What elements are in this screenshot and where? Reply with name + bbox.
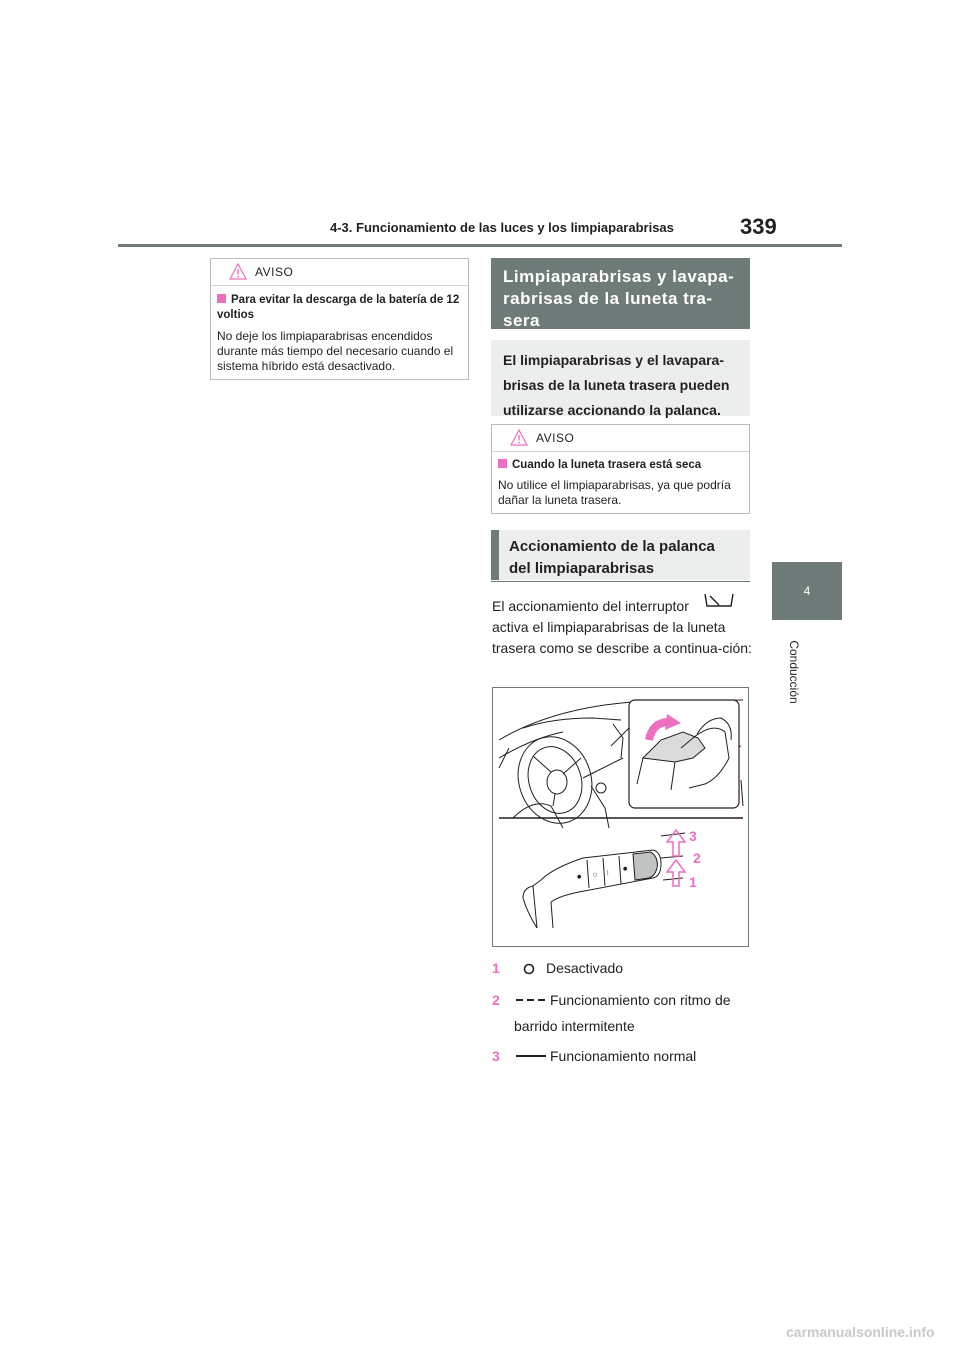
position-text: Desactivado [546,960,624,976]
svg-text:|: | [607,870,609,876]
dashed-line-icon [516,996,546,1004]
svg-text:○: ○ [593,872,598,878]
footer-watermark: carmanualsonline.info [786,1324,935,1340]
notice-divider [492,451,749,452]
position-item-1 [492,960,752,980]
position-number: 1 [492,960,500,976]
lever-body-text [492,596,752,658]
wiper-lever-illustration [493,688,748,946]
solid-line-icon [516,1052,546,1060]
position-number: 3 [492,1048,500,1064]
notice-item-title: Cuando la luneta trasera está seca [498,458,741,473]
notice-divider [211,285,468,286]
page-number: 339 [740,214,777,239]
body-line-rest: activa el limpiaparabrisas de la luneta trasera como se describe a continua-ción: [492,619,752,656]
section-rule [491,581,750,582]
svg-text:●: ● [623,866,628,872]
rear-wiper-intro: El limpiaparabrisas y el lavapara-brisas de la luneta trasera pueden utilizarse accionando la palanca. [491,340,750,416]
notice-header [211,259,468,285]
warning-icon [510,429,528,446]
position-item-3 [492,1048,752,1068]
callout-1: 1 [689,874,697,890]
chapter-name-label [772,632,816,712]
position-text: Funcionamiento normal [550,1048,697,1064]
body-line-1: El accionamiento del interruptor [492,598,689,614]
chapter-name: Conducción [787,640,801,704]
rear-wiper-icon [704,592,734,610]
warning-icon [229,263,247,280]
lever-section-heading: Accionamiento de la palanca del limpiaparabrisas [491,530,750,580]
pink-square-bullet [498,459,507,468]
notice-label: AVISO [536,431,575,445]
svg-text:●: ● [577,874,582,880]
chapter-number: 4 [803,584,811,598]
off-circle-icon [522,962,536,976]
header-section-title: 4-3. Funcionamiento de las luces y los limpiaparabrisas [330,220,674,235]
lever-figure [492,687,749,947]
position-text: Funcionamiento con ritmo de [550,992,731,1008]
notice-label: AVISO [255,265,294,279]
chapter-tab [772,562,842,620]
notice-item-text: No utilice el limpiaparabrisas, ya que podría dañar la luneta trasera. [498,478,731,507]
rear-wiper-title: Limpiaparabrisas y lavapa-rabrisas de la luneta tra-sera [491,258,750,329]
header-rule [118,244,842,247]
position-item-2 [492,992,752,1038]
notice-item-title: Para evitar la descarga de la batería de 12 voltios [217,294,460,321]
pink-square-bullet [217,294,226,303]
notice-item-text: No deje los limpiaparabrisas encendidos durante más tiempo del necesario cuando el sistema híbrido está desactivado. [217,329,454,373]
callout-3: 3 [689,828,697,844]
position-number: 2 [492,992,500,1008]
callout-2: 2 [693,850,701,866]
position-text-line-2: barrido intermitente [514,1018,635,1034]
notice-header [492,425,749,451]
notice-box-dry-window [491,424,750,514]
notice-box-battery [210,258,469,380]
